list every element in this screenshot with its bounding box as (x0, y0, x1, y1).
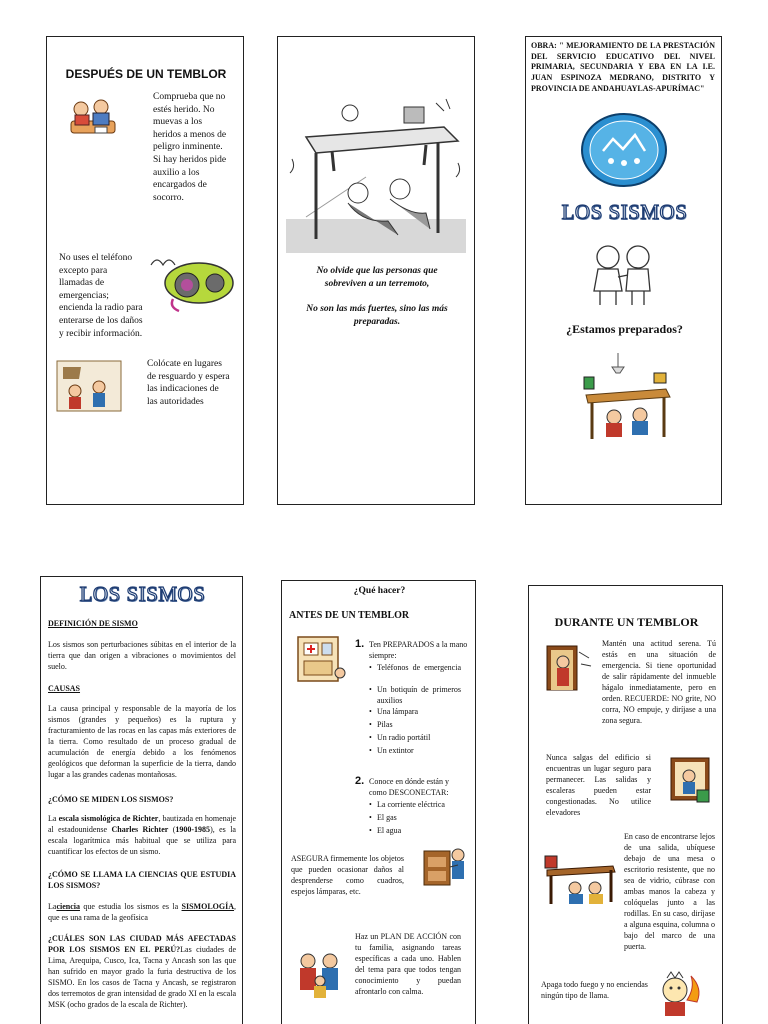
heading-miden: ¿CÓMO SE MIDEN LOS SISMOS? (48, 795, 174, 804)
family-plan-illustration (294, 951, 346, 999)
heading-ciudad: ¿CUÁLES SON LAS CIUDAD MÁS AFECTADAS POR LOS SISMOS EN EL PERÚ? (48, 934, 236, 954)
step-1-text: Ten PREPARADOS a la mano siempre: (369, 640, 468, 660)
asegura-text: ASEGURA firmemente los objetos que pueden ocasionar daños al desprenderse como cuadros, espejos lámparas, etc. (291, 854, 404, 896)
ciencia-term: ciencia (56, 902, 80, 911)
miden-text-a: La (48, 814, 59, 823)
step-1-number: 1. (355, 638, 365, 650)
heading-causas: CAUSAS (48, 684, 81, 693)
shelter-illustration (55, 357, 123, 415)
obra-text: OBRA: " MEJORAMIENTO DE LA PRESTACIÓN DEL SERVICIO EDUCATIVO DEL NIVEL PRIMARIA, SECUNDARIA Y EBA EN LA I.E. JUAN ESPINOZA MEDRANO, DISTRITO Y PROVINCIA DE ANDAHUAYLAS-APURÍMAC" (531, 41, 715, 93)
info-title: LOS SISMOS (79, 582, 206, 606)
quote-line-2: No son las más fuertes, sino las más preparadas. (306, 304, 448, 327)
after-check-text: Comprueba que no estés herido. No muevas a los heridos a menos de peligro inminente. Si hay heridos pide auxilio a los encargados de socorro. (153, 92, 227, 203)
window-illustration (667, 754, 717, 808)
after-phone-text: No uses el teléfono excepto para llamadas de emergencias; encienda la radio para enterarse de los daños y recibir información. (59, 253, 143, 339)
miden-text-g: ), es la escala logarítmica más habitual que se utiliza para cuantificar los efectos de un sismo. (48, 825, 236, 856)
step-2-text: Conoce en dónde están y como DESCONECTAR: (369, 777, 449, 797)
sismologia-term: SISMOLOGÍA (181, 902, 234, 911)
heading-ciencia: ¿CÓMO SE LLAMA LA CIENCIAS QUE ESTUDIA LOS SISMOS? (48, 870, 236, 890)
list-item: • El agua (369, 825, 461, 836)
children-under-table-illustration (286, 93, 466, 253)
ciencia-text-e: , que es una rama de la geofísica (48, 902, 236, 922)
cover-title: LOS SISMOS (561, 200, 688, 224)
cover-question: ¿Estamos preparados? (566, 322, 683, 336)
panel-cover (525, 36, 722, 505)
ciudad-text (48, 933, 236, 1010)
panel-despues-temblor (46, 36, 244, 505)
step-2-list (369, 799, 461, 836)
charles-richter-name: Charles Richter (111, 825, 169, 834)
first-aid-cabinet-illustration (294, 633, 348, 687)
after-shelter-text: Colócate en lugares de resguardo y espera las indicaciones de las autoridades (147, 359, 230, 407)
under-desk-illustration (541, 848, 619, 908)
causas-text: La causa principal y responsable de la mayoría de los sismos (grandes y pequeños) es la ruptura y fracturamiento de las rocas en las capas más exteriores de la tierra. Como resultado de un proceso gradual de acumulación de energía debido a los fenómenos geológicos que deforman la superficie de la tierra, dando lugar a las grandes cadenas montañosas. (48, 704, 236, 779)
list-item: • La corriente eléctrica (369, 799, 461, 810)
step-2-number: 2. (355, 775, 365, 787)
two-children-illustration (588, 243, 658, 309)
ciencia-text-a: La (48, 902, 57, 911)
panel-antes-temblor (281, 580, 476, 1024)
children-under-desk-illustration (578, 351, 674, 443)
durante-title: DURANTE UN TEMBLOR (554, 615, 699, 629)
miden-text (48, 813, 236, 857)
antes-title: ANTES DE UN TEMBLOR (289, 610, 410, 621)
list-item: • Pilas (369, 719, 461, 730)
panel-table-quote (277, 36, 475, 505)
richter-years: 1900-1985 (175, 825, 211, 834)
door-frame-illustration (539, 642, 595, 694)
durante-fuego-text: Apaga todo fuego y no enciendas ningún tipo de llama. (541, 980, 648, 1000)
securing-furniture-illustration (418, 837, 472, 891)
panel-durante-temblor (528, 585, 723, 1024)
panel-los-sismos-info (40, 576, 243, 1024)
ciencia-text-c: que estudia los sismos es la (79, 902, 182, 911)
school-seal-logo (581, 113, 667, 187)
list-item: • Teléfonos de emergencia (369, 662, 461, 673)
definicion-text: Los sismos son perturbaciones súbitas en el interior de la tierra que dan origen a vibraciones o movimientos del suelo. (48, 640, 236, 671)
list-item: • Un extintor (369, 745, 461, 756)
durante-serena-text: Mantén una actitud serena. Tú estás en una situación de emergencia. Si tiene oportunidad de salir rápidamente del inmueble hágalo inmediatamente, pero en orden. RECUERDE: NO grite, NO corra, NO empuje, y diríjase a una zona segura. (602, 639, 716, 725)
ciencia-text (48, 901, 236, 923)
heading-definicion: DEFINICIÓN DE SISMO (48, 619, 138, 628)
durante-edificio-text: Nunca salgas del edificio si encuentras un lugar seguro para permanecer. Las salidas y escaleras pueden estar congestionadas. No utilice elevadores (546, 753, 651, 817)
miden-text-e: ( (168, 825, 176, 834)
ciudad-body: Las ciudades de Lima, Arequipa, Cusco, Ica, Tacna y Ancash son las que han sufrido en mayor grado la furia destructiva de los SISMO. En los casos de Tacna y Ancash, se registraron dos terremotos de gran intensidad de grado XI en la escala MSK (ocho grados de la escala de Richter). (48, 945, 237, 1009)
list-item: • Un radio portátil (369, 732, 461, 743)
list-item: • Una lámpara (369, 706, 461, 717)
durante-mesa-text: En caso de encontrarse lejos de una salida, ubíquese debajo de una mesa o escritorio resistente, que no sea de vidrio, cúbrase con ambas manos la cabeza y colóquelas junto a las rodillas. En su caso, diríjase a alguna esquina, columna o bajo del marco de una puerta. (624, 832, 715, 951)
panel-title: DESPUÉS DE UN TEMBLOR (65, 67, 227, 81)
richter-scale-term: escala sismológica de Richter (58, 814, 159, 823)
list-item: • El gas (369, 812, 461, 823)
list-item: • Un botiquín de primeros auxilios (369, 684, 461, 706)
quote-line-1: No olvide que las personas que sobreviven a un terremoto, (316, 266, 438, 289)
plan-text: Haz un PLAN DE ACCIÓN con tu familia, asignando tareas específicas a cada uno. Hablen del tema para que todos tengan conocimiento y puedan afrontarlo con calma. (355, 932, 461, 996)
que-hacer-heading: ¿Qué hacer? (353, 586, 406, 596)
miden-text-c: , bautizada en homenaje al estadounidense (48, 814, 237, 834)
radio-illustration (147, 251, 237, 315)
injured-people-illustration (65, 93, 119, 139)
step-1-list (369, 662, 461, 756)
fire-warning-illustration (653, 970, 705, 1018)
